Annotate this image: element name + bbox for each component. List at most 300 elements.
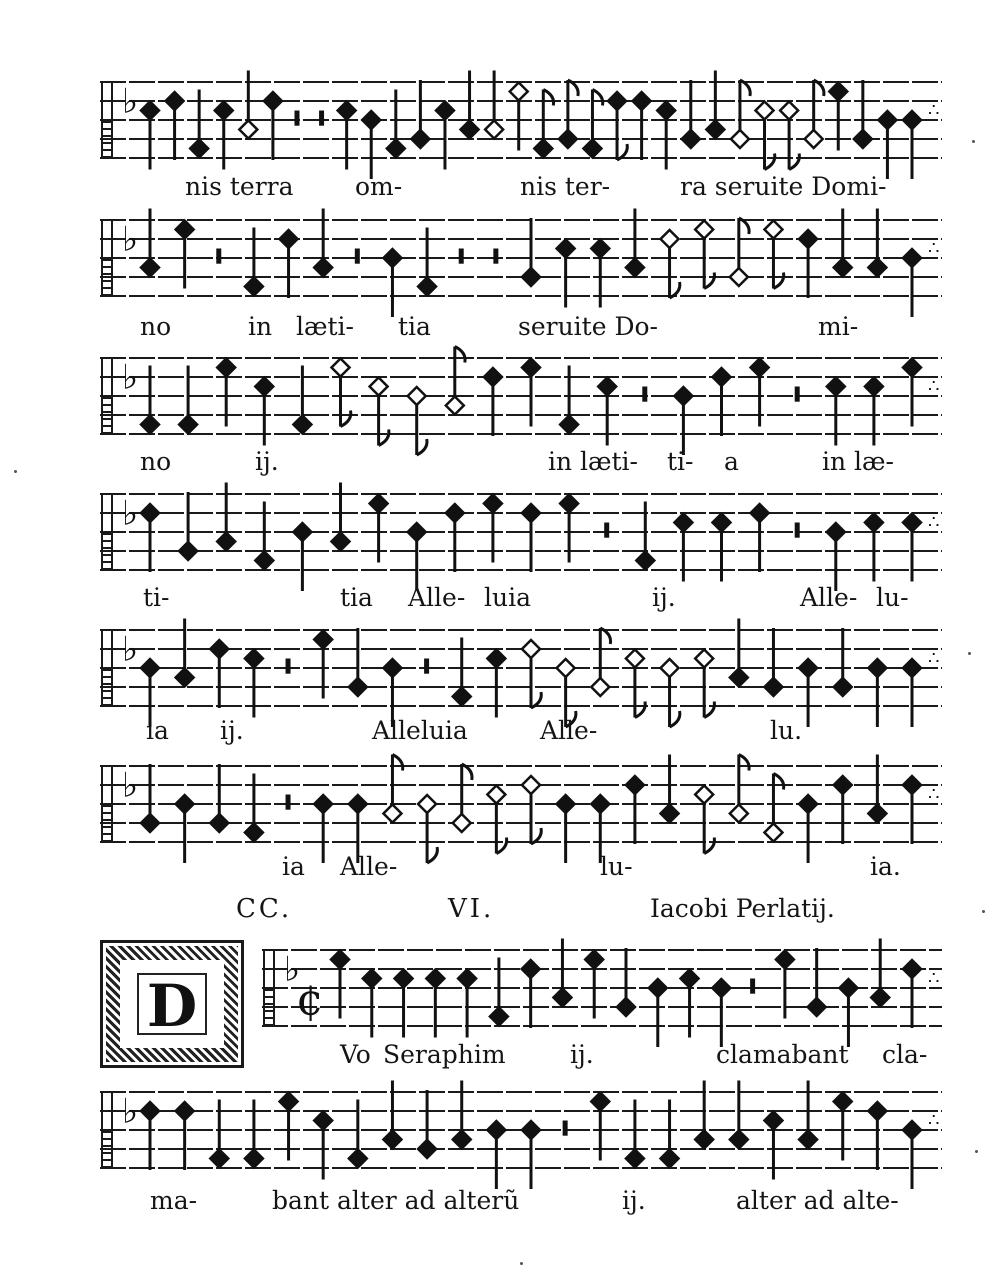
custos-icon: ∴	[928, 376, 940, 398]
note-head	[141, 1102, 159, 1120]
note-head	[461, 121, 479, 139]
note-head	[255, 552, 273, 570]
note-glyph	[426, 970, 444, 1038]
lyric-syllable: Alle-	[540, 716, 598, 745]
note-head	[176, 669, 194, 687]
note-glyph	[795, 387, 800, 402]
note-glyph	[604, 523, 609, 538]
note-glyph	[280, 230, 298, 298]
note-glyph	[338, 102, 356, 170]
note-head	[314, 631, 332, 649]
lyric-syllable: bant alter ad alterũ	[272, 1186, 520, 1215]
note-head	[559, 130, 577, 148]
note-head	[239, 121, 257, 139]
note-head	[764, 221, 782, 239]
note-glyph	[245, 228, 263, 296]
note-glyph	[560, 366, 578, 434]
note-head	[730, 805, 748, 823]
note-head	[868, 259, 886, 277]
lyric-syllable: ti-	[667, 447, 694, 476]
note-glyph	[834, 209, 852, 277]
note-glyph	[210, 1100, 228, 1168]
note-head	[255, 378, 273, 396]
note-head	[834, 259, 852, 277]
note-glyph	[560, 495, 578, 563]
note-glyph	[591, 1093, 609, 1161]
clef-flat-icon: ♭	[284, 949, 301, 990]
note-glyph	[280, 1093, 298, 1161]
note-glyph	[166, 92, 184, 160]
note-glyph	[695, 650, 714, 718]
rest-mark	[216, 249, 221, 264]
note-glyph	[730, 619, 748, 687]
note-head	[490, 1008, 508, 1026]
note-head	[487, 650, 505, 668]
note-glyph	[657, 102, 675, 170]
note-glyph	[522, 640, 541, 708]
lyric-syllable: ti-	[143, 583, 170, 612]
note-head	[560, 495, 578, 513]
note-head	[674, 514, 692, 532]
note-glyph	[522, 504, 540, 572]
note-glyph	[141, 102, 159, 170]
piece-roman-numeral: VI.	[448, 894, 495, 924]
note-flag	[739, 755, 749, 771]
staff-system-4	[0, 482, 1000, 582]
note-head	[780, 102, 798, 120]
staff-system-6	[0, 754, 1000, 854]
note-head	[179, 542, 197, 560]
note-glyph	[903, 514, 921, 582]
note-head	[657, 102, 675, 120]
lyric-syllable: alter ad alte-	[736, 1186, 899, 1215]
lyric-syllable: om-	[355, 172, 403, 201]
note-glyph	[591, 240, 609, 308]
note-head	[903, 960, 921, 978]
lyric-syllable: ij.	[622, 1186, 646, 1215]
note-glyph	[585, 951, 603, 1019]
note-glyph	[839, 979, 857, 1047]
note-glyph	[854, 80, 872, 148]
note-glyph	[264, 92, 282, 160]
note-head	[799, 659, 817, 677]
note-head	[370, 495, 388, 513]
note-head	[764, 1112, 782, 1130]
note-glyph	[661, 755, 679, 823]
note-glyph	[522, 960, 540, 1028]
note-head	[522, 776, 540, 794]
note-glyph	[626, 1100, 644, 1168]
note-head	[903, 359, 921, 377]
note-glyph	[255, 502, 273, 570]
note-glyph	[215, 102, 233, 170]
print-speck	[982, 910, 985, 913]
note-glyph	[522, 1121, 540, 1189]
note-glyph	[865, 514, 883, 582]
note-glyph	[487, 650, 505, 718]
note-glyph	[363, 970, 381, 1038]
note-glyph	[370, 495, 388, 563]
note-head	[827, 523, 845, 541]
note-glyph	[799, 230, 817, 298]
lyric-syllable: ia	[146, 716, 169, 745]
note-head	[834, 678, 852, 696]
lyric-syllable: ij.	[220, 716, 244, 745]
note-glyph	[314, 631, 332, 699]
note-head	[176, 795, 194, 813]
note-glyph	[436, 102, 454, 170]
note-glyph	[871, 939, 889, 1007]
note-head	[383, 1131, 401, 1149]
note-head	[141, 504, 159, 522]
lyric-syllable: mi-	[818, 312, 859, 341]
note-head	[661, 230, 679, 248]
note-glyph	[210, 640, 228, 708]
lyric-syllable: ij.	[570, 1040, 594, 1069]
note-head	[636, 552, 654, 570]
custos-icon: ∴	[928, 512, 940, 534]
note-glyph	[829, 83, 847, 151]
note-head	[217, 533, 235, 551]
note-head	[560, 416, 578, 434]
note-head	[387, 140, 405, 158]
note-head	[903, 659, 921, 677]
note-head	[210, 814, 228, 832]
lyric-syllable: Seraphim	[383, 1040, 506, 1069]
note-head	[215, 102, 233, 120]
note-head	[827, 378, 845, 396]
note-head	[485, 121, 503, 139]
note-head	[484, 495, 502, 513]
note-head	[245, 824, 263, 842]
note-head	[661, 1150, 679, 1168]
note-head	[674, 387, 692, 405]
note-head	[608, 92, 626, 110]
note-head	[626, 650, 644, 668]
note-head	[349, 1150, 367, 1168]
note-head	[446, 397, 464, 415]
piece-number: CC.	[236, 894, 293, 924]
print-speck	[968, 652, 971, 655]
clef-flat-icon: ♭	[122, 629, 139, 670]
lyric-syllable: in læ-	[822, 447, 894, 476]
note-glyph	[294, 111, 299, 126]
note-glyph	[510, 83, 528, 151]
lyric-syllable: Alle-	[800, 583, 858, 612]
note-head	[751, 504, 769, 522]
note-head	[681, 970, 699, 988]
note-head	[878, 111, 896, 129]
note-glyph	[484, 368, 502, 436]
note-glyph	[493, 249, 498, 264]
note-glyph	[314, 209, 332, 277]
note-glyph	[458, 970, 476, 1038]
note-glyph	[764, 774, 783, 842]
note-flag	[455, 347, 465, 363]
note-glyph	[730, 1081, 748, 1149]
note-glyph	[674, 514, 692, 582]
note-head	[751, 359, 769, 377]
note-flag	[592, 90, 602, 106]
staff-system-3	[0, 346, 1000, 446]
lyric-syllable: no	[140, 447, 172, 476]
note-glyph	[903, 1121, 921, 1189]
note-glyph	[682, 80, 700, 148]
note-glyph	[903, 111, 921, 179]
lyric-syllable: nis terra	[185, 172, 294, 201]
note-glyph	[642, 387, 647, 402]
lyric-syllable: ra seruite Domi-	[680, 172, 887, 201]
note-glyph	[190, 90, 208, 158]
note-glyph	[608, 92, 627, 160]
rest-mark	[286, 795, 291, 810]
lyric-syllable: nis ter-	[520, 172, 611, 201]
note-head	[176, 221, 194, 239]
note-glyph	[834, 1093, 852, 1161]
note-head	[557, 659, 575, 677]
note-glyph	[764, 628, 782, 696]
note-glyph	[490, 958, 508, 1026]
note-head	[633, 92, 651, 110]
note-glyph	[868, 209, 886, 277]
note-head	[293, 416, 311, 434]
note-glyph	[751, 359, 769, 427]
composer-name: Iacobi Perlatij.	[650, 894, 835, 923]
note-head	[383, 659, 401, 677]
note-head	[141, 259, 159, 277]
note-head	[293, 523, 311, 541]
note-glyph	[216, 249, 221, 264]
note-glyph	[695, 221, 714, 289]
note-head	[713, 368, 731, 386]
note-glyph	[799, 1081, 817, 1149]
note-head	[598, 378, 616, 396]
lyric-syllable: læti-	[296, 312, 354, 341]
note-glyph	[245, 1100, 263, 1168]
note-head	[408, 523, 426, 541]
note-head	[730, 268, 748, 286]
lyrics-line-6	[0, 852, 1000, 892]
rest-mark	[493, 249, 498, 264]
note-head	[591, 1093, 609, 1111]
note-glyph	[827, 523, 845, 591]
note-head	[166, 92, 184, 110]
note-head	[591, 240, 609, 258]
lyric-syllable: tia	[398, 312, 431, 341]
note-head	[510, 83, 528, 101]
note-head	[871, 989, 889, 1007]
note-glyph	[563, 1121, 568, 1136]
note-glyph	[210, 764, 228, 832]
note-glyph	[332, 483, 350, 551]
note-glyph	[868, 1102, 886, 1170]
note-head	[868, 1102, 886, 1120]
note-glyph	[626, 209, 644, 277]
rest-mark	[563, 1121, 568, 1136]
note-head	[418, 1140, 436, 1158]
lyric-syllable: Alle-	[340, 852, 398, 881]
note-glyph	[141, 764, 159, 832]
note-head	[418, 278, 436, 296]
note-glyph	[332, 359, 351, 427]
rest-mark	[604, 523, 609, 538]
lyric-syllable: a	[724, 447, 739, 476]
note-glyph	[706, 71, 724, 139]
clef-flat-icon: ♭	[122, 493, 139, 534]
note-head	[626, 1150, 644, 1168]
note-head	[349, 678, 367, 696]
note-glyph	[661, 230, 680, 298]
staff-system-8	[0, 1080, 1000, 1180]
note-glyph	[559, 80, 578, 148]
note-head	[418, 795, 436, 813]
note-glyph	[411, 80, 429, 148]
note-glyph	[751, 504, 769, 572]
initial-letter: D	[146, 972, 198, 1040]
note-glyph	[795, 523, 800, 538]
note-head	[141, 102, 159, 120]
note-glyph	[446, 504, 464, 572]
note-head	[799, 230, 817, 248]
note-head	[280, 230, 298, 248]
note-head	[280, 1093, 298, 1111]
rest-mark	[319, 111, 324, 126]
note-head	[383, 249, 401, 267]
lyric-syllable: lu-	[600, 852, 633, 881]
note-head	[591, 795, 609, 813]
staff-system-5	[0, 618, 1000, 718]
note-head	[395, 970, 413, 988]
lyric-syllable: lu.	[770, 716, 803, 745]
note-head	[426, 970, 444, 988]
note-head	[626, 259, 644, 277]
note-flag	[789, 154, 799, 170]
note-glyph	[141, 209, 159, 277]
note-head	[484, 368, 502, 386]
note-head	[706, 121, 724, 139]
note-glyph	[446, 347, 465, 415]
clef-flat-icon: ♭	[122, 765, 139, 806]
rest-mark	[642, 387, 647, 402]
note-glyph	[319, 111, 324, 126]
note-glyph	[387, 90, 405, 158]
print-speck	[975, 1150, 978, 1153]
note-head	[245, 278, 263, 296]
rest-mark	[795, 387, 800, 402]
note-glyph	[349, 628, 367, 696]
note-head	[557, 795, 575, 813]
rest-mark	[355, 249, 360, 264]
note-flag	[379, 430, 389, 446]
note-head	[534, 140, 552, 158]
note-glyph	[179, 492, 197, 560]
note-glyph	[349, 1100, 367, 1168]
note-glyph	[314, 1112, 332, 1180]
note-glyph	[245, 650, 263, 718]
note-glyph	[834, 628, 852, 696]
note-head	[903, 111, 921, 129]
lyric-syllable: Vo	[340, 1040, 371, 1069]
rest-mark	[750, 979, 755, 994]
note-glyph	[713, 368, 731, 436]
print-speck	[972, 140, 975, 143]
clef-flat-icon: ♭	[122, 1091, 139, 1132]
lyric-syllable: ij.	[255, 447, 279, 476]
note-head	[245, 650, 263, 668]
note-glyph	[712, 979, 730, 1047]
note-head	[314, 795, 332, 813]
note-head	[712, 979, 730, 997]
lyric-syllable: ia.	[870, 852, 901, 881]
note-head	[446, 504, 464, 522]
note-head	[764, 678, 782, 696]
lyric-syllable: Alleluia	[372, 716, 468, 745]
note-glyph	[626, 650, 645, 718]
note-head	[487, 1121, 505, 1139]
note-head	[799, 795, 817, 813]
note-glyph	[617, 948, 635, 1016]
clef-flat-icon: ♭	[122, 81, 139, 122]
note-head	[808, 998, 826, 1016]
note-glyph	[865, 378, 883, 446]
custos-icon: ∴	[928, 100, 940, 122]
note-glyph	[176, 221, 194, 289]
note-glyph	[461, 71, 479, 139]
note-glyph	[176, 1102, 194, 1170]
note-head	[453, 688, 471, 706]
note-glyph	[649, 979, 667, 1047]
note-glyph	[591, 628, 610, 696]
note-glyph	[362, 111, 380, 179]
note-glyph	[453, 764, 472, 832]
note-head	[585, 951, 603, 969]
print-speck	[520, 1262, 523, 1265]
note-head	[695, 650, 713, 668]
custos-icon: ∴	[928, 238, 940, 260]
note-head	[854, 130, 872, 148]
note-glyph	[331, 951, 349, 1019]
note-head	[363, 970, 381, 988]
note-head	[210, 640, 228, 658]
note-flag	[773, 273, 783, 289]
rest-mark	[286, 659, 291, 674]
lyric-syllable: ma-	[150, 1186, 198, 1215]
note-head	[487, 786, 505, 804]
note-glyph	[293, 523, 311, 591]
note-glyph	[730, 755, 749, 823]
note-head	[731, 130, 749, 148]
note-glyph	[730, 218, 749, 286]
note-head	[190, 140, 208, 158]
note-head	[245, 1150, 263, 1168]
note-glyph	[255, 378, 273, 446]
note-head	[522, 640, 540, 658]
note-head	[756, 102, 774, 120]
note-head	[730, 1131, 748, 1149]
note-glyph	[780, 102, 799, 170]
note-head	[141, 659, 159, 677]
custos-icon: ∴	[928, 784, 940, 806]
note-glyph	[636, 502, 654, 570]
lyric-syllable: in	[248, 312, 273, 341]
note-glyph	[626, 776, 644, 844]
note-glyph	[522, 218, 540, 286]
note-head	[408, 387, 426, 405]
note-glyph	[534, 90, 553, 158]
note-glyph	[383, 249, 401, 317]
note-glyph	[408, 523, 426, 591]
note-head	[553, 989, 571, 1007]
